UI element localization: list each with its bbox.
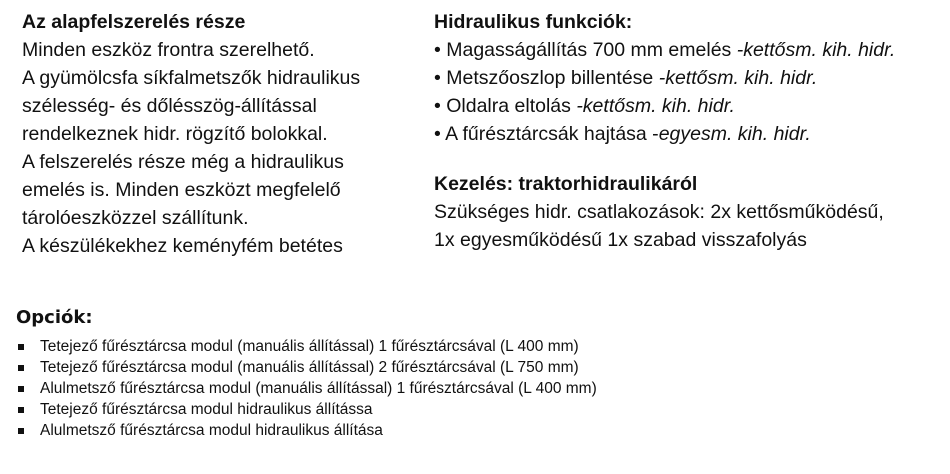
hydraulic-item-note: -kettősm. kih. hidr. [736,39,896,61]
option-item [16,357,936,378]
square-bullet-icon [18,407,24,413]
option-item-text: Tetejező fűrésztárcsa modul (manuális állítással) 2 fűrésztárcsával (L 750 mm) [40,359,579,376]
basic-equipment-line: Minden eszköz frontra szerelhető. [22,39,315,61]
basic-equipment-section [22,8,422,260]
hydraulic-item-text: • Metszőoszlop billentése [434,67,659,89]
basic-equipment-line: rendelkeznek hidr. rögzítő bolokkal. [22,123,328,145]
basic-equipment-line: A készülékekhez keményfém betétes [22,235,343,257]
square-bullet-icon [18,386,24,392]
option-item [16,420,936,441]
option-item-text: Tetejező fűrésztárcsa modul (manuális állítással) 1 fűrésztárcsával (L 400 mm) [40,338,579,355]
square-bullet-icon [18,344,24,350]
control-line: Szükséges hidr. csatlakozások: 2x kettősműködésű, [434,201,884,223]
hydraulic-item [434,92,944,120]
hydraulic-item-note: egyesm. kih. hidr. [658,123,811,145]
options-section [16,306,936,441]
hydraulic-title: Hidraulikus funkciók: [434,11,633,33]
hydraulic-item [434,36,944,64]
hydraulic-section [434,8,944,254]
control-title: Kezelés: traktorhidraulikáról [434,173,698,195]
spacer [434,148,944,170]
option-item-text: Tetejező fűrésztárcsa modul hidraulikus állítássa [40,401,373,418]
option-item-text: Alulmetsző fűrésztárcsa modul hidraulikus állítása [40,422,383,439]
option-item-text: Alulmetsző fűrésztárcsa modul (manuális állítással) 1 fűrésztárcsával (L 400 mm) [40,380,597,397]
hydraulic-item-note: -kettősm. kih. hidr. [576,95,735,117]
basic-equipment-line: szélesség- és dőlésszög-állítással [22,95,317,117]
basic-equipment-line: A gyümölcsfa síkfalmetszők hidraulikus [22,67,361,89]
option-item [16,378,936,399]
basic-equipment-line: tárolóeszközzel szállítunk. [22,207,249,229]
hydraulic-item [434,120,944,148]
hydraulic-item-text: • Magasságállítás 700 mm emelés [434,39,737,61]
hydraulic-item-text: • Oldalra eltolás [434,95,577,117]
option-item [16,336,936,357]
basic-equipment-line: A felszerelés része még a hidraulikus [22,151,344,173]
hydraulic-item-text: • A fűrésztárcsák hajtása - [434,123,659,145]
square-bullet-icon [18,365,24,371]
hydraulic-item [434,64,944,92]
square-bullet-icon [18,428,24,434]
control-line: 1x egyesműködésű 1x szabad visszafolyás [434,229,807,251]
options-title: Opciók: [16,307,93,328]
basic-equipment-line: emelés is. Minden eszközt megfelelő [22,179,341,201]
basic-equipment-title: Az alapfelszerelés része [22,11,246,33]
hydraulic-item-note: -kettősm. kih. hidr. [658,67,818,89]
option-item [16,399,936,420]
